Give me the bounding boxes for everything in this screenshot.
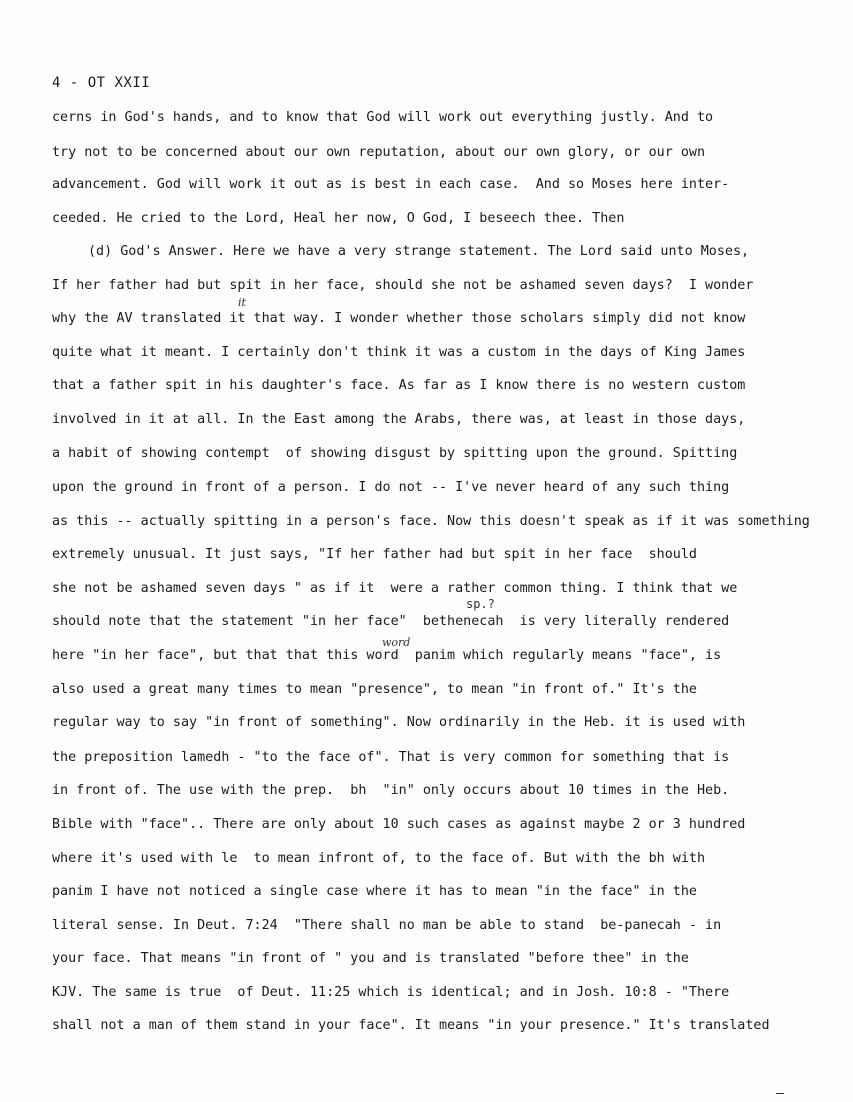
text-line: upon the ground in front of a person. I do not -- I've never heard of any such thing (52, 480, 730, 495)
text-line: that a father spit in his daughter's face. As far as I know there is no western custom (52, 378, 746, 393)
text-line: cerns in God's hands, and to know that God will work out everything justly. And to (52, 110, 714, 125)
text-line: in front of. The use with the prep. bh "in" only occurs about 10 times in the Heb. (52, 783, 730, 798)
text-line: extremely unusual. It just says, "If her father had but spit in her face should (52, 547, 697, 562)
text-line: where it's used with le to mean infront of, to the face of. But with the bh with (52, 851, 706, 866)
text-line: as this -- actually spitting in a person's face. Now this doesn't speak as if it was something (52, 514, 810, 529)
text-line: the preposition lamedh - "to the face of". That is very common for something that is (52, 750, 730, 765)
text-line: (d) God's Answer. Here we have a very strange statement. The Lord said unto Moses, (88, 244, 750, 259)
text-line: advancement. God will work it out as is best in each case. And so Moses here inter- (52, 177, 730, 192)
text-line: quite what it meant. I certainly don't think it was a custom in the days of King James (52, 345, 746, 360)
handwritten-note-sp: sp.? (466, 597, 495, 611)
page-header: 4 - OT XXII (52, 75, 151, 91)
text-line: involved in it at all. In the East among the Arabs, there was, at least in those days, (52, 412, 746, 427)
text-line: here "in her face", but that that this word panim which regularly means "face", is (52, 648, 722, 663)
text-line: If her father had but spit in her face, should she not be ashamed seven days? I wonder (52, 278, 754, 293)
text-line: shall not a man of them stand in your face". It means "in your presence." It's translated (52, 1018, 770, 1033)
text-line: KJV. The same is true of Deut. 11:25 which is identical; and in Josh. 10:8 - "There (52, 985, 730, 1000)
text-line: regular way to say "in front of something". Now ordinarily in the Heb. it is used with (52, 715, 746, 730)
handwritten-insert-it: it (238, 296, 246, 309)
text-line: panim I have not noticed a single case where it has to mean "in the face" in the (52, 884, 697, 899)
text-line: Bible with "face".. There are only about 10 such cases as against maybe 2 or 3 hundred (52, 817, 746, 832)
text-line: also used a great many times to mean "presence", to mean "in front of." It's the (52, 682, 697, 697)
text-line: a habit of showing contempt of showing disgust by spitting upon the ground. Spitting (52, 446, 738, 461)
text-line: try not to be concerned about our own reputation, about our own glory, or our own (52, 145, 706, 160)
text-line: why the AV translated it that way. I wonder whether those scholars simply did not know (52, 311, 746, 326)
text-line: literal sense. In Deut. 7:24 "There shall no man be able to stand be-panecah - in (52, 918, 722, 933)
page-mark (776, 1093, 784, 1094)
text-line: should note that the statement "in her face" bethenecah is very literally rendered (52, 614, 730, 629)
handwritten-insert-word: word (382, 636, 411, 649)
text-line: ceeded. He cried to the Lord, Heal her now, O God, I beseech thee. Then (52, 211, 625, 226)
text-line: your face. That means "in front of " you and is translated "before thee" in the (52, 951, 689, 966)
text-line: she not be ashamed seven days " as if it were a rather common thing. I think that we (52, 581, 738, 596)
